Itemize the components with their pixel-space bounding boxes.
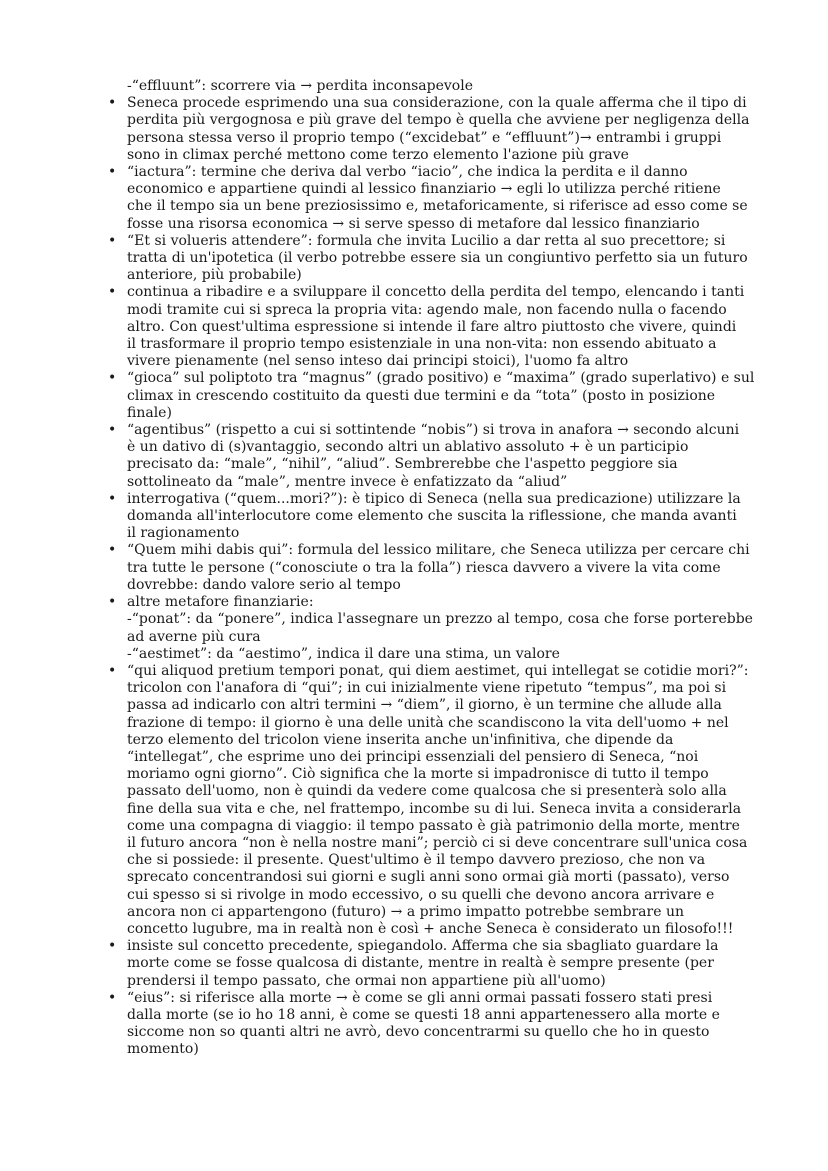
bullet-line: il trasformare il proprio tempo esistenziale in una non-vita: non essendo abituato a xyxy=(127,336,717,353)
bullet-line: -“aestimet”: da “aestimo”, indica il dare una stima, un valore xyxy=(127,645,560,662)
bullet-line: tra tutte le persone (“conosciute o tra la folla”) riesca davvero a vivere la vita come xyxy=(127,559,721,576)
bullet-line: sono in climax perché mettono come terzo elemento l'azione più grave xyxy=(127,146,629,163)
bullet-icon: • xyxy=(108,370,117,387)
bullet-line: continua a ribadire e a sviluppare il concetto della perdita del tempo, elencando i tanti xyxy=(127,284,745,301)
bullet-line: “iactura”: termine che deriva dal verbo “iacio”, che indica la perdita e il danno xyxy=(127,164,688,181)
bullet-item xyxy=(108,542,758,594)
bullet-line: dovrebbe: dando valore serio al tempo xyxy=(127,576,401,593)
bullet-line: frazione di tempo: il giorno è una delle unità che scandiscono la vita dell'uomo + nel xyxy=(127,714,729,731)
bullet-line: dalla morte (se io ho 18 anni, è come se questi 18 anni appartenessero alla morte e xyxy=(127,1006,720,1023)
bullet-line: fine della sua vita e che, nel frattempo, incombe su di lui. Seneca invita a considerarla xyxy=(127,800,742,817)
bullet-icon: • xyxy=(108,422,117,439)
bullet-icon: • xyxy=(108,164,117,181)
bullet-line: altro. Con quest'ultima espressione si intende il fare altro piuttosto che vivere, quindi xyxy=(127,318,737,335)
bullet-icon: • xyxy=(108,490,117,507)
bullet-line: il futuro ancora “non è nella nostre mani”; perciò ci si deve concentrare sull'unica cosa xyxy=(127,834,748,851)
bullet-line: modi tramite cui si spreca la propria vita: agendo male, non facendo nulla o facendo xyxy=(127,301,727,318)
bullet-line: ancora non ci appartengono (futuro) → a primo impatto potrebbe sembrare un xyxy=(127,903,684,920)
bullet-line: che il tempo sia un bene preziosissimo e, metaforicamente, si riferisce ad esso come se xyxy=(127,198,748,215)
bullet-line: è un dativo di (s)vantaggio, secondo altri un ablativo assoluto + è un participio xyxy=(127,439,689,456)
bullet-line: il ragionamento xyxy=(127,525,240,542)
bullet-line: climax in crescendo costituito da questi due termini e da “tota” (posto in posizione xyxy=(127,387,716,404)
bullet-line: finale) xyxy=(127,404,172,421)
bullet-line: sprecato concentrandosi sui giorni e sugli anni sono ormai già morti (passato), verso xyxy=(127,869,730,886)
bullet-icon: • xyxy=(108,232,117,249)
bullet-line: Seneca procede esprimendo una sua considerazione, con la quale afferma che il tipo di xyxy=(127,95,747,112)
bullet-line: insiste sul concetto precedente, spiegandolo. Afferma che sia sbagliato guardare la xyxy=(127,938,719,955)
bullet-line: “Et si volueris attendere”: formula che invita Lucilio a dar retta al suo precettore; si xyxy=(127,232,726,249)
bullet-item xyxy=(108,422,758,491)
document-body xyxy=(108,78,758,1059)
bullet-line: “gioca” sul poliptoto tra “magnus” (grado positivo) e “maxima” (grado superlativo) e sul xyxy=(127,370,755,387)
bullet-item xyxy=(108,663,758,938)
bullet-icon: • xyxy=(108,95,117,112)
bullet-icon: • xyxy=(108,284,117,301)
bullet-line: perdita più vergognosa e più grave del tempo è quella che avviene per negligenza della xyxy=(127,112,750,129)
bullet-line: precisato da: “male”, “nihil”, “aliud”. Sembrerebbe che l'aspetto peggiore sia xyxy=(127,456,678,473)
bullet-line: vivere pienamente (nel senso inteso dai principi stoici), l'uomo fa altro xyxy=(127,353,629,370)
bullet-icon: • xyxy=(108,662,117,679)
bullet-line: -“ponat”: da “ponere”, indica l'assegnare un prezzo al tempo, cosa che forse porterebbe xyxy=(127,611,753,628)
bullet-icon: • xyxy=(108,542,117,559)
bullet-line: altre metafore finanziarie: xyxy=(127,594,314,611)
bullet-icon: • xyxy=(108,594,117,611)
intro-line: -“effluunt”: scorrere via → perdita inconsapevole xyxy=(127,78,473,94)
bullet-line: “intellegat”, che esprime uno dei principi essenziali del pensiero di Seneca, “noi xyxy=(127,748,699,765)
bullet-line: fosse una risorsa economica → si serve spesso di metafore dal lessico finanziario xyxy=(127,215,700,232)
bullet-line: domanda all'interlocutore come elemento che suscita la riflessione, che manda avanti xyxy=(127,508,737,525)
bullet-line: interrogativa (“quem...mori?”): è tipico di Seneca (nella sua predicazione) utilizzare la xyxy=(127,490,741,507)
bullet-line: cui spesso si si rivolge in modo eccessivo, o su quelli che devono ancora arrivare e xyxy=(127,886,715,903)
bullet-item xyxy=(108,370,758,422)
bullet-line: anteriore, più probabile) xyxy=(127,267,302,284)
bullet-item xyxy=(108,938,758,990)
bullet-icon: • xyxy=(108,938,117,955)
bullet-line: sottolineato da “male”, mentre invece è enfatizzato da “aliud” xyxy=(127,473,568,490)
bullet-line: persona stessa verso il proprio tempo (“excidebat” e “effluunt”)→ entrambi i gruppi xyxy=(127,129,722,146)
bullet-line: “agentibus” (rispetto a cui si sottintende “nobis”) si trova in anafora → secondo alcuni xyxy=(127,422,740,439)
bullet-line: siccome non so quanti altri ne avrò, devo concentrarmi su quello che ho in questo xyxy=(127,1024,710,1041)
bullet-icon: • xyxy=(108,989,117,1006)
bullet-item xyxy=(108,284,758,370)
bullet-line: momento) xyxy=(127,1041,199,1058)
bullet-line: che si possiede: il presente. Quest'ultimo è il tempo davvero prezioso, che non va xyxy=(127,852,706,869)
bullet-line: morte come se fosse qualcosa di distante, mentre in realtà è sempre presente (per xyxy=(127,955,714,972)
bullet-line: prendersi il tempo passato, che ormai non appartiene più all'uomo) xyxy=(127,972,606,989)
bullet-line: passa ad indicarlo con altri termini → “diem”, il giorno, è un termine che allude alla xyxy=(127,697,722,714)
bullet-line: concetto lugubre, ma in realtà non è così + anche Seneca è considerato un filosofo!!! xyxy=(127,920,734,937)
bullet-line: “qui aliquod pretium tempori ponat, qui diem aestimet, qui intellegat se cotidie mori?”: xyxy=(127,662,749,679)
bullet-line: moriamo ogni giorno”. Ciò significa che la morte si impadronisce di tutto il tempo xyxy=(127,766,709,783)
bullet-item xyxy=(108,233,758,285)
bullet-item xyxy=(108,164,758,233)
bullet-line: “Quem mihi dabis qui”: formula del lessico militare, che Seneca utilizza per cercare chi xyxy=(127,542,750,559)
bullet-item xyxy=(108,491,758,543)
bullet-item xyxy=(108,990,758,1059)
bullet-line: ad averne più cura xyxy=(127,628,261,645)
bullet-line: tricolon con l'anafora di “qui”; in cui inizialmente viene ripetuto “tempus”, ma poi si xyxy=(127,680,727,697)
bullet-line: terzo elemento del tricolon viene inserita anche un'infinitiva, che dipende da xyxy=(127,731,674,748)
bullet-item xyxy=(108,95,758,164)
bullet-line: economico e appartiene quindi al lessico finanziario → egli lo utilizza perché ritiene xyxy=(127,181,721,198)
bullet-line: “eius”: si riferisce alla morte → è come se gli anni ormai passati fossero stati presi xyxy=(127,989,713,1006)
bullet-line: tratta di un'ipotetica (il verbo potrebbe essere sia un congiuntivo perfetto sia un futuro xyxy=(127,250,748,267)
bullet-line: passato dell'uomo, non è quindi da vedere come qualcosa che si presenterà solo alla xyxy=(127,783,727,800)
bullet-item xyxy=(108,594,758,663)
bullet-line: come una compagna di viaggio: il tempo passato è già patrimonio della morte, mentre xyxy=(127,817,740,834)
